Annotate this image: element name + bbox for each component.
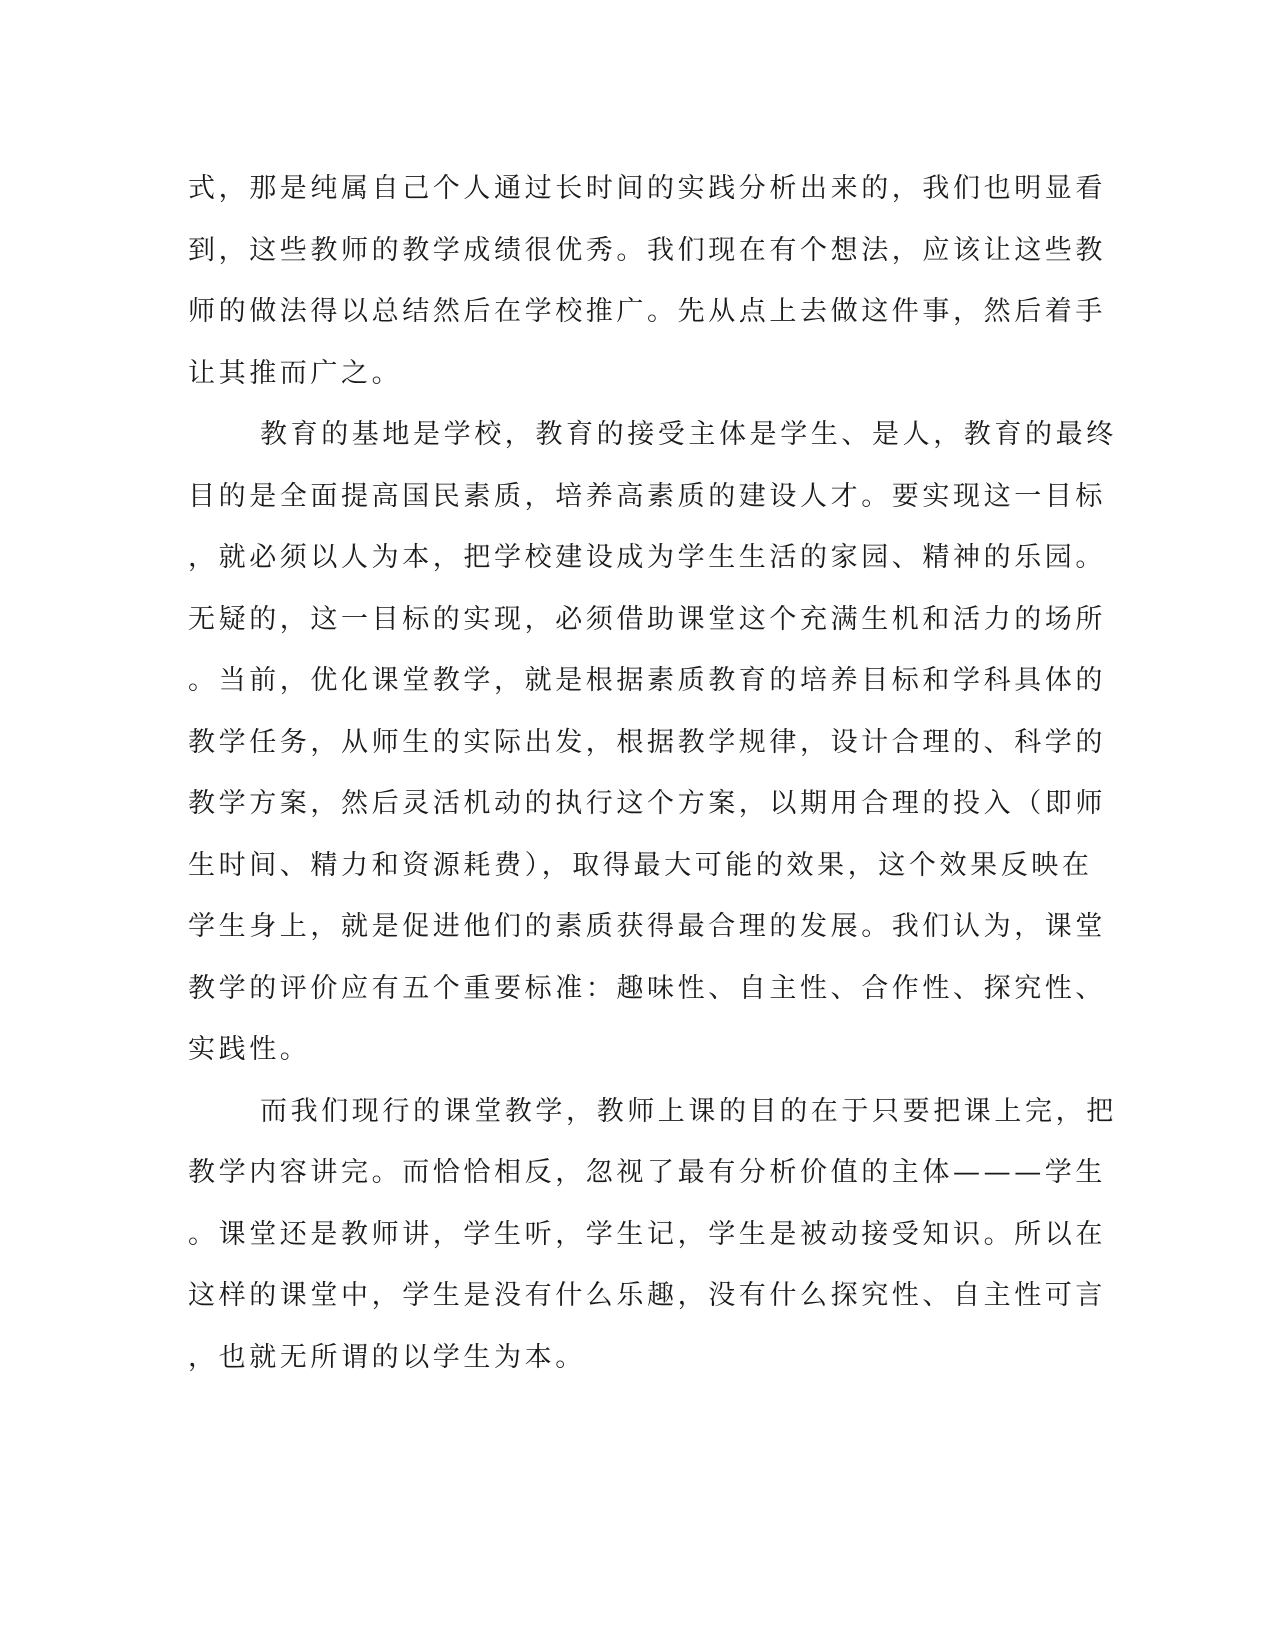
text-line: 目的是全面提高国民素质，培养高素质的建设人才。要实现这一目标: [188, 480, 1106, 512]
text-line: 教育的基地是学校，教育的接受主体是学生、是人，教育的最终: [260, 419, 1117, 450]
text-line: 这样的课堂中，学生是没有什么乐趣，没有什么探究性、自主性可言: [188, 1280, 1106, 1311]
text-line: ，就必须以人为本，把学校建设成为学生生活的家园、精神的乐园。: [188, 542, 1106, 573]
body-text: [188, 158, 1117, 1388]
text-line: 。当前，优化课堂教学，就是根据素质教育的培养目标和学科具体的: [188, 665, 1106, 696]
text-line: ，也就无所谓的以学生为本。: [188, 1341, 586, 1373]
paragraph-1: [188, 158, 1106, 404]
text-line: 教学任务，从师生的实际出发，根据教学规律，设计合理的、科学的: [188, 726, 1106, 758]
paragraph-3: [188, 1081, 1117, 1389]
text-line: 教学的评价应有五个重要标准：趣味性、自主性、合作性、探究性、: [188, 972, 1106, 1004]
text-line: 实践性。: [188, 1034, 311, 1065]
text-line: 式，那是纯属自己个人通过长时间的实践分析出来的，我们也明显看: [188, 173, 1106, 204]
text-line: 师的做法得以总结然后在学校推广。先从点上去做这件事，然后着手: [188, 296, 1106, 327]
text-line: 生时间、精力和资源耗费），取得最大可能的效果，这个效果反映在: [188, 849, 1093, 881]
text-line: 让其推而广之。: [188, 357, 403, 389]
text-line: 教学方案，然后灵活机动的执行这个方案，以期用合理的投入（即师: [188, 788, 1106, 819]
text-line: 而我们现行的课堂教学，教师上课的目的在于只要把课上完，把: [260, 1095, 1117, 1127]
paragraph-2: [188, 404, 1117, 1081]
text-line: 学生身上，就是促进他们的素质获得最合理的发展。我们认为，课堂: [188, 911, 1106, 942]
text-line: 到，这些教师的教学成绩很优秀。我们现在有个想法，应该让这些教: [188, 234, 1106, 266]
text-line: 。课堂还是教师讲，学生听，学生记，学生是被动接受知识。所以在: [188, 1218, 1106, 1250]
text-line: 无疑的，这一目标的实现，必须借助课堂这个充满生机和活力的场所: [188, 603, 1106, 635]
text-line: 教学内容讲完。而恰恰相反，忽视了最有分析价值的主体———学生: [188, 1157, 1106, 1188]
